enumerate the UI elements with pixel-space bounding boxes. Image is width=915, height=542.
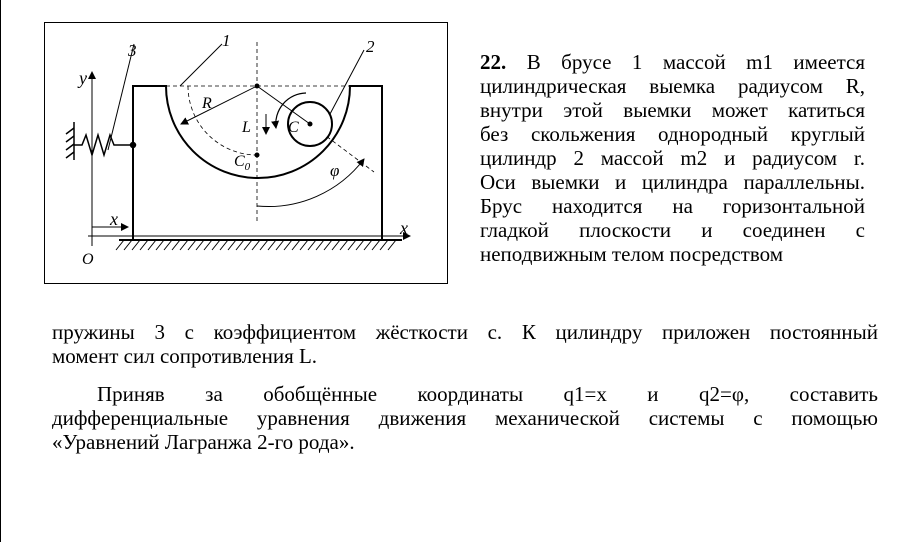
spring-3 [66, 122, 136, 160]
hatch-line [204, 240, 212, 250]
hatch-line [372, 240, 380, 250]
hatch-line [148, 240, 156, 250]
cavity-center-point [255, 84, 260, 89]
label-center-c: C [288, 119, 299, 136]
hatch-line [132, 240, 140, 250]
hatch-line [300, 240, 308, 250]
hatch-line [236, 240, 244, 250]
hatch-line [164, 240, 172, 250]
p1-line-9: неподвижным телом посредством [480, 242, 784, 266]
hatch-line [228, 240, 236, 250]
label-radius-r: R [202, 95, 212, 112]
p3-line-3: «Уравнений Лагранжа 2-го рода». [52, 430, 355, 454]
p1-line-2: цилиндрическая выемка радиусом R, [480, 74, 865, 98]
axes [88, 72, 410, 246]
block-body-1 [133, 86, 382, 240]
label-x-axis: x [400, 218, 408, 238]
problem-paragraph-2 [52, 320, 878, 368]
p1-line-8: гладкой плоскости и соединен с [480, 218, 865, 242]
hatch-line [180, 240, 188, 250]
p1-line-7: Брус находится на горизонтальной [480, 194, 865, 218]
p1-line-6: Оси выемки и цилиндра параллельны. [480, 170, 865, 194]
label-center-c0: $C_0$ [234, 153, 251, 173]
label-body-2: 2 [366, 37, 375, 56]
hatch-line [388, 240, 396, 250]
hatch-line [196, 240, 204, 250]
hatch-line [276, 240, 284, 250]
hatch-line [308, 240, 316, 250]
p1-line-3: внутри этой выемки может катиться [480, 98, 865, 122]
label-body-1: 1 [222, 31, 231, 50]
hatch-line [124, 240, 132, 250]
label-origin: O [82, 251, 94, 268]
p3-line-2: дифференциальные уравнения движения механической системы с помощью [52, 406, 878, 430]
point-c0 [255, 153, 260, 158]
problem-paragraph-1 [480, 50, 865, 266]
hatch-line [140, 240, 148, 250]
p1-line-1: 22. В брусе 1 массой m1 имеется [480, 50, 866, 74]
hatch-line [332, 240, 340, 250]
hatch-line [292, 240, 300, 250]
hatch-line [212, 240, 220, 250]
hatch-line [244, 240, 252, 250]
hatch-line [156, 240, 164, 250]
problem-paragraph-3 [52, 382, 878, 454]
p1-line-5: цилиндр 2 массой m2 и радиусом r. [480, 146, 865, 170]
mechanism-figure [44, 22, 448, 284]
hatch-line [364, 240, 372, 250]
hatch-line [188, 240, 196, 250]
angle-arc [257, 159, 364, 207]
hatch-line [252, 240, 260, 250]
hatch-line [340, 240, 348, 250]
hatch-line [316, 240, 324, 250]
hatch-line [324, 240, 332, 250]
page-left-border [0, 0, 1, 542]
point-c [308, 122, 313, 127]
hatch-line [172, 240, 180, 250]
p1-line-4: без скольжения однородный круглый [480, 122, 865, 146]
hatch-line [220, 240, 228, 250]
p2-line-1: пружины 3 с коэффициентом жёсткости c. К цилиндру приложен постоянный [52, 320, 878, 344]
hatch-line [348, 240, 356, 250]
label-y-axis: y [79, 68, 87, 88]
label-spring-3: 3 [128, 41, 137, 60]
label-moment-l: L [242, 119, 251, 136]
ground-hatching [116, 240, 402, 250]
label-x-coordinate: x [110, 209, 118, 229]
hatch-line [356, 240, 364, 250]
hatch-line [380, 240, 388, 250]
hatch-line [284, 240, 292, 250]
p2-line-2: момент сил сопротивления L. [52, 344, 318, 368]
hatch-line [268, 240, 276, 250]
hatch-line [116, 240, 124, 250]
p3-line-1: Приняв за обобщённые координаты q1=x и q2=φ, составить [97, 382, 878, 406]
label-angle-phi: φ [330, 161, 340, 180]
hatch-line [260, 240, 268, 250]
